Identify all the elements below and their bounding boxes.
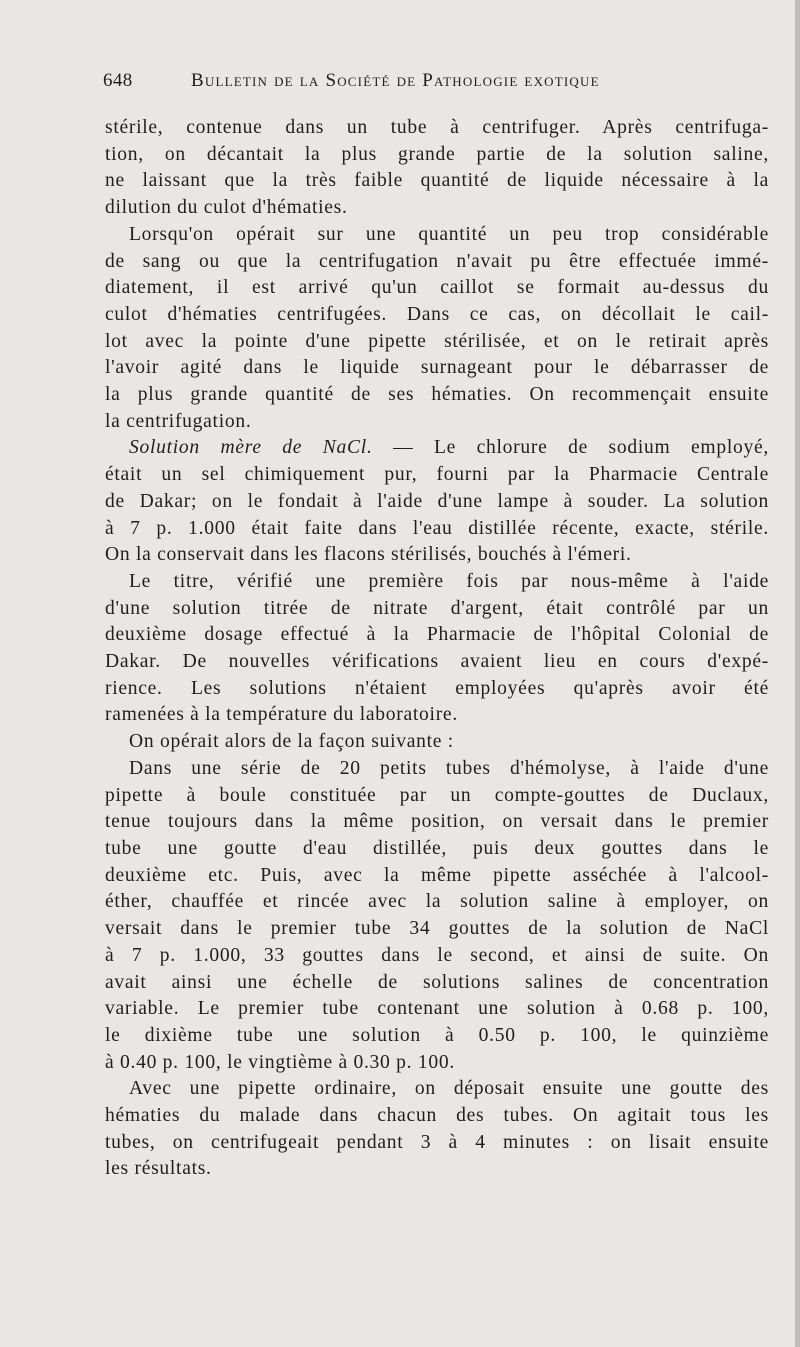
paragraph-6	[105, 756, 769, 1076]
text-line: pipette à boule constituée par un compte-gouttes de Duclaux,	[105, 784, 769, 806]
paragraph-1	[105, 115, 769, 222]
text-line: l'avoir agité dans le liquide surnageant pour le débarrasser de	[105, 357, 769, 379]
article-body	[105, 115, 769, 1183]
section-heading: Solution mère de NaCl.	[129, 437, 373, 459]
text-line: d'une solution titrée de nitrate d'argent, était contrôlé par un	[105, 597, 769, 619]
text-line: de Dakar; on le fondait à l'aide d'une lampe à souder. La solution	[105, 490, 769, 512]
text-line: à 7 p. 1.000, 33 gouttes dans le second, et ainsi de suite. On	[105, 944, 769, 966]
text-line: à 0.40 p. 100, le vingtième à 0.30 p. 100.	[105, 1051, 455, 1073]
text-line: lot avec la pointe d'une pipette stérilisée, et on le retirait après	[105, 330, 769, 352]
text-line: de sang ou que la centrifugation n'avait pu être effectuée immé-	[105, 250, 769, 272]
text-line: diatement, il est arrivé qu'un caillot se formait au-dessus du	[105, 277, 769, 299]
text-line: le dixième tube une solution à 0.50 p. 100, le quinzième	[105, 1024, 769, 1046]
text-line: la centrifugation.	[105, 410, 252, 432]
text-line: Lorsqu'on opérait sur une quantité un peu trop considérable	[129, 223, 769, 245]
text-line: à 7 p. 1.000 était faite dans l'eau distillée récente, exacte, stérile.	[105, 517, 769, 539]
text-line: tube une goutte d'eau distillée, puis deux gouttes dans le	[105, 837, 769, 859]
text-line: variable. Le premier tube contenant une solution à 0.68 p. 100,	[105, 998, 769, 1020]
text-line: était un sel chimiquement pur, fourni par la Pharmacie Centrale	[105, 464, 769, 486]
text-line: éther, chauffée et rincée avec la solution saline à employer, on	[105, 891, 769, 913]
text-line: On opérait alors de la façon suivante :	[129, 731, 454, 753]
text-line: ramenées à la température du laboratoire.	[105, 704, 458, 726]
text-line	[105, 435, 769, 462]
text-line: culot d'hématies centrifugées. Dans ce cas, on décollait le cail-	[105, 303, 769, 325]
text-line: deuxième etc. Puis, avec la même pipette asséchée à l'alcool-	[105, 864, 769, 886]
text-line: ne laissant que la très faible quantité de liquide nécessaire à la	[105, 170, 769, 192]
text-line: tubes, on centrifugeait pendant 3 à 4 minutes : on lisait ensuite	[105, 1131, 769, 1153]
text-line: tion, on décantait la plus grande partie de la solution saline,	[105, 143, 769, 165]
text-line: rience. Les solutions n'étaient employées qu'après avoir été	[105, 677, 769, 699]
text-line: deuxième dosage effectué à la Pharmacie de l'hôpital Colonial de	[105, 624, 769, 646]
text-line: Le titre, vérifié une première fois par nous-même à l'aide	[129, 570, 769, 592]
text-line: On la conservait dans les flacons stérilisés, bouchés à l'émeri.	[105, 544, 632, 566]
paragraph-7	[105, 1076, 769, 1183]
text-line: Dakar. De nouvelles vérifications avaient lieu en cours d'expé-	[105, 651, 769, 673]
text-run: — Le chlorure de sodium employé,	[393, 437, 769, 459]
text-line: stérile, contenue dans un tube à centrifuger. Après centrifuga-	[105, 117, 769, 138]
paragraph-4	[105, 569, 769, 729]
text-line: hématies du malade dans chacun des tubes. On agitait tous les	[105, 1105, 769, 1127]
text-line: avait ainsi une échelle de solutions salines de concentration	[105, 971, 769, 993]
page-number: 648	[103, 70, 133, 91]
text-line: les résultats.	[105, 1158, 212, 1180]
running-header	[103, 70, 703, 100]
text-line: tenue toujours dans la même position, on versait dans le premier	[105, 811, 769, 833]
page-edge-shadow	[795, 0, 800, 1347]
paragraph-2	[105, 222, 769, 436]
text-line: la plus grande quantité de ses hématies. On recommençait ensuite	[105, 384, 769, 406]
journal-title: Bulletin de la Société de Pathologie exotique	[191, 70, 600, 91]
paragraph-3	[105, 435, 769, 569]
text-line: dilution du culot d'hématies.	[105, 197, 348, 219]
paragraph-5	[105, 729, 769, 756]
text-line: versait dans le premier tube 34 gouttes de la solution de NaCl	[105, 918, 769, 940]
text-line: Dans une série de 20 petits tubes d'hémolyse, à l'aide d'une	[129, 757, 769, 779]
text-line: Avec une pipette ordinaire, on déposait ensuite une goutte des	[129, 1078, 769, 1100]
